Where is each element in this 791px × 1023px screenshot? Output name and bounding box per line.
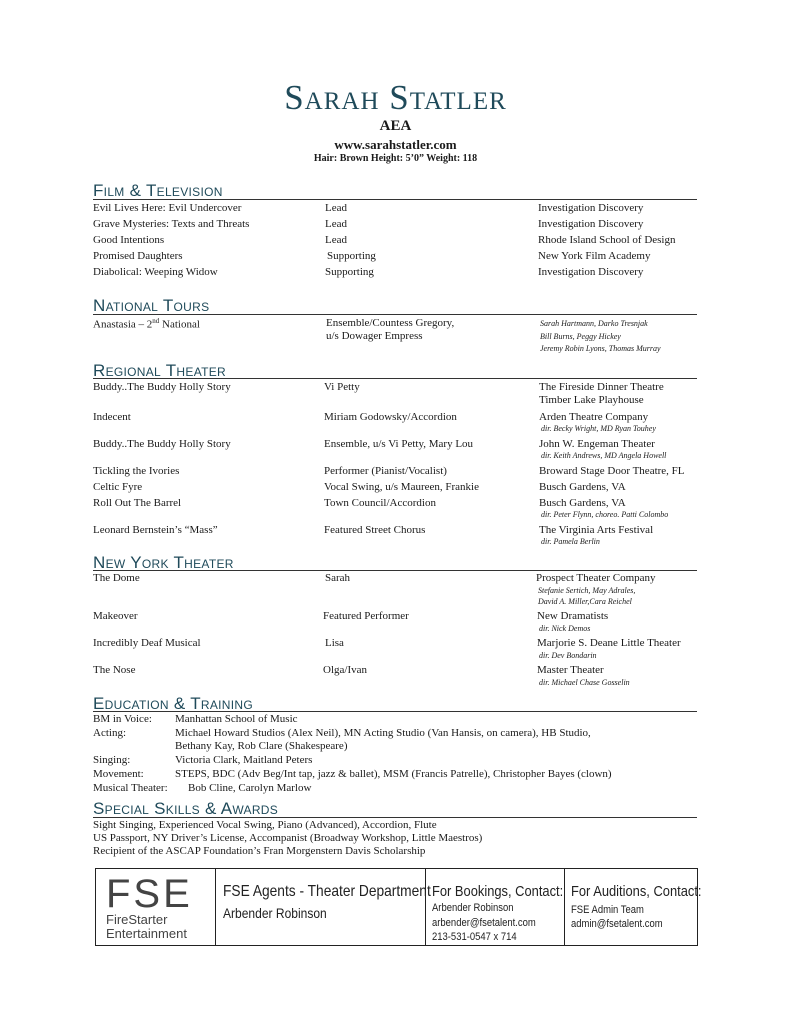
credit-company: Investigation Discovery (538, 218, 644, 230)
bookings-email[interactable]: arbender@fsetalent.com (432, 917, 536, 929)
footer-divider (564, 869, 565, 945)
training-label: Acting: (93, 727, 126, 739)
credit-director-note: dir. Pamela Berlin (541, 537, 600, 546)
credit-director-note: dir. Keith Andrews, MD Angela Howell (541, 451, 667, 460)
credit-director-note: dir. Dev Bondarin (539, 651, 597, 660)
credit-role: Sarah (325, 572, 351, 584)
credit-role: Featured Performer (323, 610, 409, 622)
credit-title: Buddy..The Buddy Holly Story (93, 438, 231, 450)
training-label: BM in Voice: (93, 713, 152, 725)
credit-role: Lead (325, 202, 347, 214)
credit-title: Good Intentions (93, 234, 165, 246)
section-divider (93, 378, 697, 379)
credit-role: Featured Street Chorus (324, 524, 426, 536)
skill-line: Sight Singing, Experienced Vocal Swing, Piano (Advanced), Accordion, Flute (93, 819, 437, 831)
section-title-film: Film & Television (93, 181, 223, 200)
resume-name: Sarah Statler (284, 78, 507, 117)
credit-company: Broward Stage Door Theatre, FL (539, 465, 685, 477)
credit-role: Lisa (325, 637, 344, 649)
credit-role: Olga/Ivan (323, 664, 367, 676)
website-link[interactable]: www.sarahstatler.com (334, 137, 457, 152)
credit-title: Evil Lives Here: Evil Undercover (93, 202, 242, 214)
credit-director-note: dir. Becky Wright, MD Ryan Touhey (541, 424, 656, 433)
credit-title: Makeover (93, 610, 138, 622)
auditions-email[interactable]: admin@fsetalent.com (571, 918, 663, 930)
credit-company: Timber Lake Playhouse (539, 394, 644, 406)
training-value: STEPS, BDC (Adv Beg/Int tap, jazz & ballet), MSM (Francis Patrelle), Christopher Bayes (clown) (175, 768, 612, 780)
credit-title: Celtic Fyre (93, 481, 143, 493)
credit-company: New York Film Academy (538, 250, 651, 262)
credit-role: Vocal Swing, u/s Maureen, Frankie (324, 481, 479, 493)
credit-company: Rhode Island School of Design (538, 234, 676, 246)
credit-director-note: Sarah Hartmann, Darko Tresnjak (540, 319, 648, 328)
credit-role: Town Council/Accordion (324, 497, 436, 509)
credit-director-note: Bill Burns, Peggy Hickey (540, 332, 621, 341)
credit-title: Diabolical: Weeping Widow (93, 266, 218, 278)
training-value: Bob Cline, Carolyn Marlow (188, 782, 312, 794)
section-title-skills: Special Skills & Awards (93, 799, 279, 818)
credit-role: Miriam Godowsky/Accordion (324, 411, 457, 423)
physical-stats: Hair: Brown Height: 5’0” Weight: 118 (313, 153, 478, 164)
credit-director-note: dir. Nick Demos (539, 624, 591, 633)
training-label: Movement: (93, 768, 144, 780)
footer-divider (215, 869, 216, 945)
credit-director-note: David A. Miller,Cara Reichel (538, 597, 632, 606)
credit-director-note: dir. Peter Flynn, choreo. Patti Colombo (541, 510, 669, 519)
credit-title: Anastasia – 2nd National (93, 317, 200, 331)
agents-heading: FSE Agents - Theater Department (223, 883, 431, 900)
training-value: Michael Howard Studios (Alex Neil), MN Acting Studio (Van Hansis, on camera), HB Studio, (175, 727, 591, 739)
training-value: Manhattan School of Music (175, 713, 298, 725)
credit-title: The Dome (93, 572, 140, 584)
credit-title: Tickling the Ivories (93, 465, 180, 477)
agents-name: Arbender Robinson (223, 905, 327, 921)
section-title-ny: New York Theater (93, 553, 234, 572)
credit-role: Ensemble, u/s Vi Petty, Mary Lou (324, 438, 474, 450)
credit-company: Prospect Theater Company (536, 572, 656, 584)
credit-title: Grave Mysteries: Texts and Threats (93, 218, 250, 230)
training-value: Bethany Kay, Rob Clare (Shakespeare) (175, 740, 348, 752)
credit-company: Busch Gardens, VA (539, 497, 626, 509)
credit-role: Supporting (325, 266, 374, 278)
bookings-name: Arbender Robinson (432, 902, 514, 914)
credit-company: The Virginia Arts Festival (539, 524, 654, 536)
training-value: Victoria Clark, Maitland Peters (175, 754, 313, 766)
training-label: Singing: (93, 754, 131, 766)
credit-company: Arden Theatre Company (539, 411, 649, 423)
section-title-education: Education & Training (93, 694, 253, 713)
credit-role-understudy: u/s Dowager Empress (326, 330, 423, 342)
credit-title: Roll Out The Barrel (93, 497, 182, 509)
bookings-heading: For Bookings, Contact: (432, 883, 564, 900)
skill-line: US Passport, NY Driver’s License, Accompanist (Broadway Workshop, Little Maestros) (93, 832, 483, 844)
training-label: Musical Theater: (93, 782, 168, 794)
credit-company: Investigation Discovery (538, 266, 644, 278)
credit-director-note: Jeremy Robin Lyons, Thomas Murray (540, 344, 661, 353)
credit-role: Performer (Pianist/Vocalist) (324, 465, 447, 477)
section-divider (93, 711, 697, 712)
section-divider (93, 314, 697, 315)
section-title-regional: Regional Theater (93, 361, 227, 380)
section-divider (93, 817, 697, 818)
credit-role: Vi Petty (324, 381, 360, 393)
union-affiliation: AEA (379, 118, 412, 134)
credit-company: New Dramatists (537, 610, 609, 622)
skill-line: Recipient of the ASCAP Foundation’s Fran Morgenstern Davis Scholarship (93, 845, 426, 857)
credit-company: Master Theater (537, 664, 604, 676)
section-title-tours: National Tours (93, 296, 210, 315)
credit-title: Indecent (93, 411, 131, 423)
credit-title: Leonard Bernstein’s “Mass” (93, 524, 218, 536)
section-divider (93, 199, 697, 200)
credit-company: The Fireside Dinner Theatre (539, 381, 664, 393)
agency-footer (95, 868, 702, 946)
credit-title: Buddy..The Buddy Holly Story (93, 381, 231, 393)
credit-director-note: dir. Michael Chase Gosselin (539, 678, 630, 687)
credit-title: Promised Daughters (93, 250, 183, 262)
section-divider (93, 570, 697, 571)
credit-role: Lead (325, 234, 347, 246)
auditions-name: FSE Admin Team (571, 904, 644, 916)
footer-divider (425, 869, 426, 945)
credit-title: The Nose (93, 664, 136, 676)
credit-company: Marjorie S. Deane Little Theater (537, 637, 681, 649)
credit-director-note: Stefanie Sertich, May Adrales, (538, 586, 636, 595)
credit-title: Incredibly Deaf Musical (93, 637, 201, 649)
credit-company: John W. Engeman Theater (539, 438, 655, 450)
auditions-heading: For Auditions, Contact: (571, 883, 702, 900)
credit-role: Ensemble/Countess Gregory, (326, 317, 455, 329)
credit-role: Supporting (327, 250, 376, 262)
fse-logo: FSE FireStarter Entertainment (106, 872, 193, 941)
credit-company: Investigation Discovery (538, 202, 644, 214)
bookings-phone[interactable]: 213-531-0547 x 714 (432, 931, 517, 943)
credit-company: Busch Gardens, VA (539, 481, 626, 493)
credit-role: Lead (325, 218, 347, 230)
